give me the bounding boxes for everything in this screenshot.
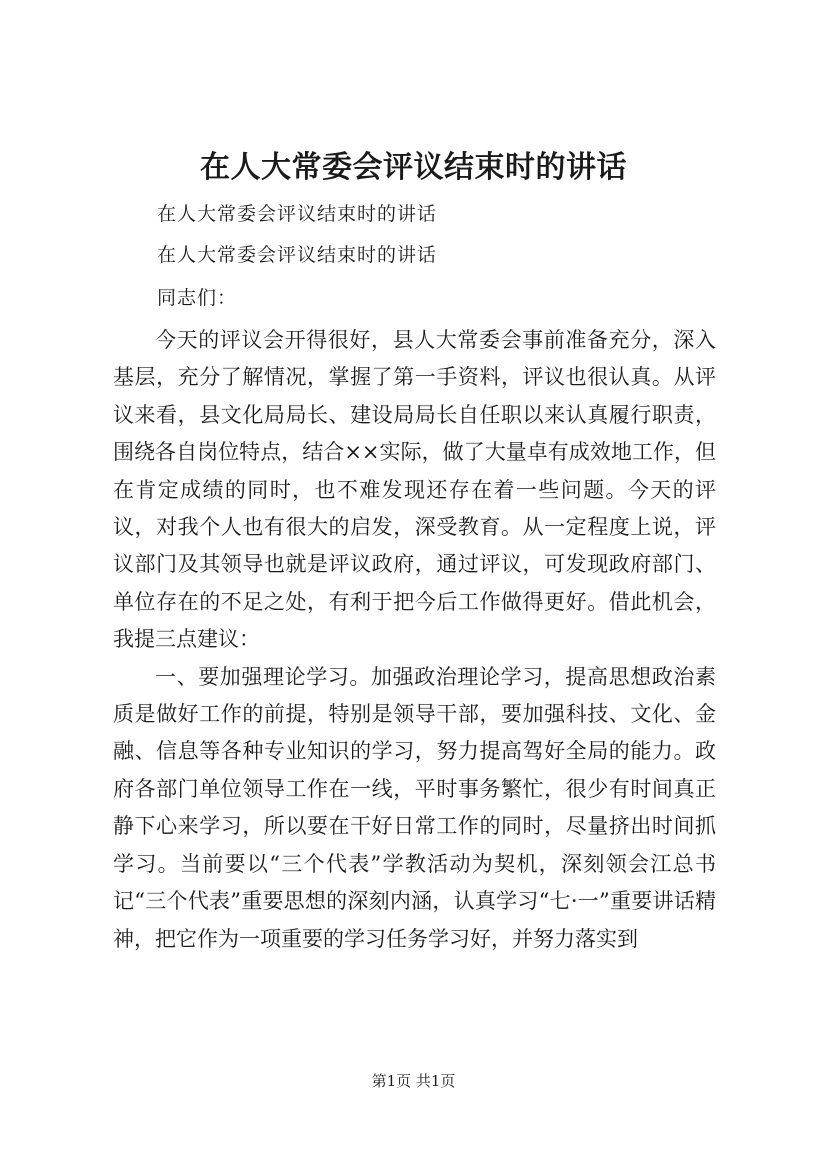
page-footer: 第1页 共1页 [371,1072,456,1090]
subtitle-line-1: 在人大常委会评议结束时的讲话 [157,203,438,225]
subtitle-line-2: 在人大常委会评议结束时的讲话 [157,244,438,266]
document-title: 在人大常委会评议结束时的讲话 [200,150,627,185]
document-body [113,322,716,958]
paragraph-intro: 今天的评议会开得很好，县人大常委会事前准备充分，深入基层，充分了解情况，掌握了第一手资料，评议也很认真。从评议来看，县文化局局长、建设局局长自任职以来认真履行职责，围绕各自岗位特点，结合××实际，做了大量卓有成效地工作，但在肯定成绩的同时，也不难发现还存在着一些问题。今天的评议，对我个人也有很大的启发，深受教育。从一定程度上说，评议部门及其领导也就是评议政府，通过评议，可发现政府部门、单位存在的不足之处，有利于把今后工作做得更好。借此机会，我提三点建议： [113,328,716,652]
salutation: 同志们： [157,287,238,309]
paragraph-point-one: 一、要加强理论学习。加强政治理论学习，提高思想政治素质是做好工作的前提，特别是领导干部，要加强科技、文化、金融、信息等各种专业知识的学习，努力提高驾好全局的能力。政府各部门单位领导工作在一线，平时事务繁忙，很少有时间真正静下心来学习，所以要在干好日常工作的同时，尽量挤出时间抓学习。当前要以“三个代表”学教活动为契机，深刻领会江总书记“三个代表”重要思想的深刻内涵，认真学习“七·一”重要讲话精神，把它作为一项重要的学习任务学习好，并努力落实到 [113,664,716,951]
